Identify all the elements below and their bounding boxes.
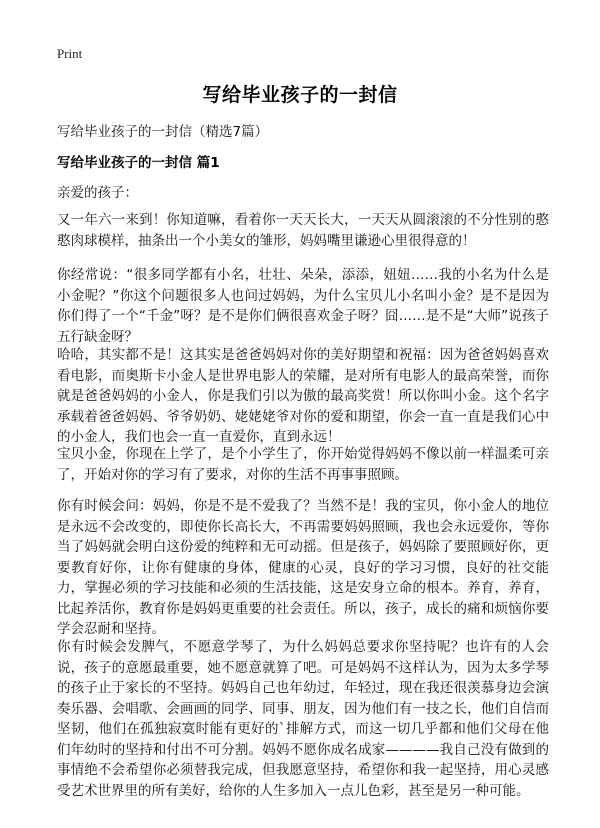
paragraph-6: 你有时候会发脾气，不愿意学琴了，为什么妈妈总要求你坚持呢？也许有的人会说，孩子的意愿最重要，她不愿意就算了吧。可是妈妈不这样认为，因为太多学琴的孩子止于家长的不坚持。妈妈自己也年幼过，年轻过，现在我还很羡慕身边会演奏乐器、会唱歌、会画画的同学、同事、朋友，因为他们有一技之长，他们自信而坚韧，他们在孤独寂寞时能有更好的`排解方式，而这一切几乎都和他们父母在他们年幼时的坚持和付出不可分割。妈妈不愿你成名成家————我自己没有做到的事情绝不会希望你必须替我完成，但我愿意坚持，希望你和我一起坚持，用心灵感受艺术世界里的所有美好，给你的人生多加入一点儿色彩，甚至是另一种可能。 [57,639,549,799]
paragraph-2: 你经常说：“很多同学都有小名，壮壮、朵朵，添添，妞妞……我的小名为什么是小金呢？”你这个问题很多人也问过妈妈，为什么宝贝儿小名叫小金？是不是因为你们得了一个“千金”呀？是不是你们俩很喜欢金子呀？囧……是不是“大师”说孩子五行缺金呀？ [57,267,549,345]
paragraph-4: 宝贝小金，你现在上学了，是个小学生了，你开始觉得妈妈不像以前一样温柔可亲了，开始对你的学习有了要求，对你的生活不再事事照顾。 [57,446,549,483]
page-title: 写给毕业孩子的一封信 [202,84,398,106]
salutation: 亲爱的孩子： [57,185,138,201]
document-subtitle: 写给毕业孩子的一封信（精选7篇） [57,124,269,140]
paragraph-5: 你有时候会问：妈妈，你是不是不爱我了？当然不是！我的宝贝，你小金人的地位是永远不会改变的，即使你长高长大，不再需要妈妈照顾，我也会永远爱你，等你当了妈妈就会明白这份爱的纯粹和无可动摇。但是孩子，妈妈除了要照顾好你，更要教育好你，让你有健康的身体，健康的心灵，良好的学习习惯，良好的社交能力，掌握必须的学习技能和必须的生活技能，这是安身立命的根本。养育，养育，比起养活你，教育你是妈妈更重要的社会责任。所以，孩子，成长的痛和烦恼你要学会忍耐和坚持。 [57,498,549,637]
section-heading: 写给毕业孩子的一封信 篇1 [57,155,220,171]
print-label[interactable]: Print [57,46,83,61]
paragraph-3: 哈哈，其实都不是！这其实是爸爸妈妈对你的美好期望和祝福：因为爸爸妈妈喜欢看电影，而奥斯卡小金人是世界电影人的荣耀，是对所有电影人的最高荣誉，而你就是爸爸妈妈的小金人，你是我们引以为傲的最高奖赏！所以你叫小金。这个名字承载着爸爸妈妈、爷爷奶奶、姥姥姥爷对你的爱和期望，你会一直一直是我们心中的小金人，我们也会一直一直爱你，直到永远！ [57,347,549,445]
paragraph-1: 又一年六一来到！你知道嘛，看着你一天天长大，一天天从圆滚滚的不分性别的憨憨肉球模样，抽条出一个小美女的雏形，妈妈嘴里谦逊心里很得意的！ [57,212,549,249]
